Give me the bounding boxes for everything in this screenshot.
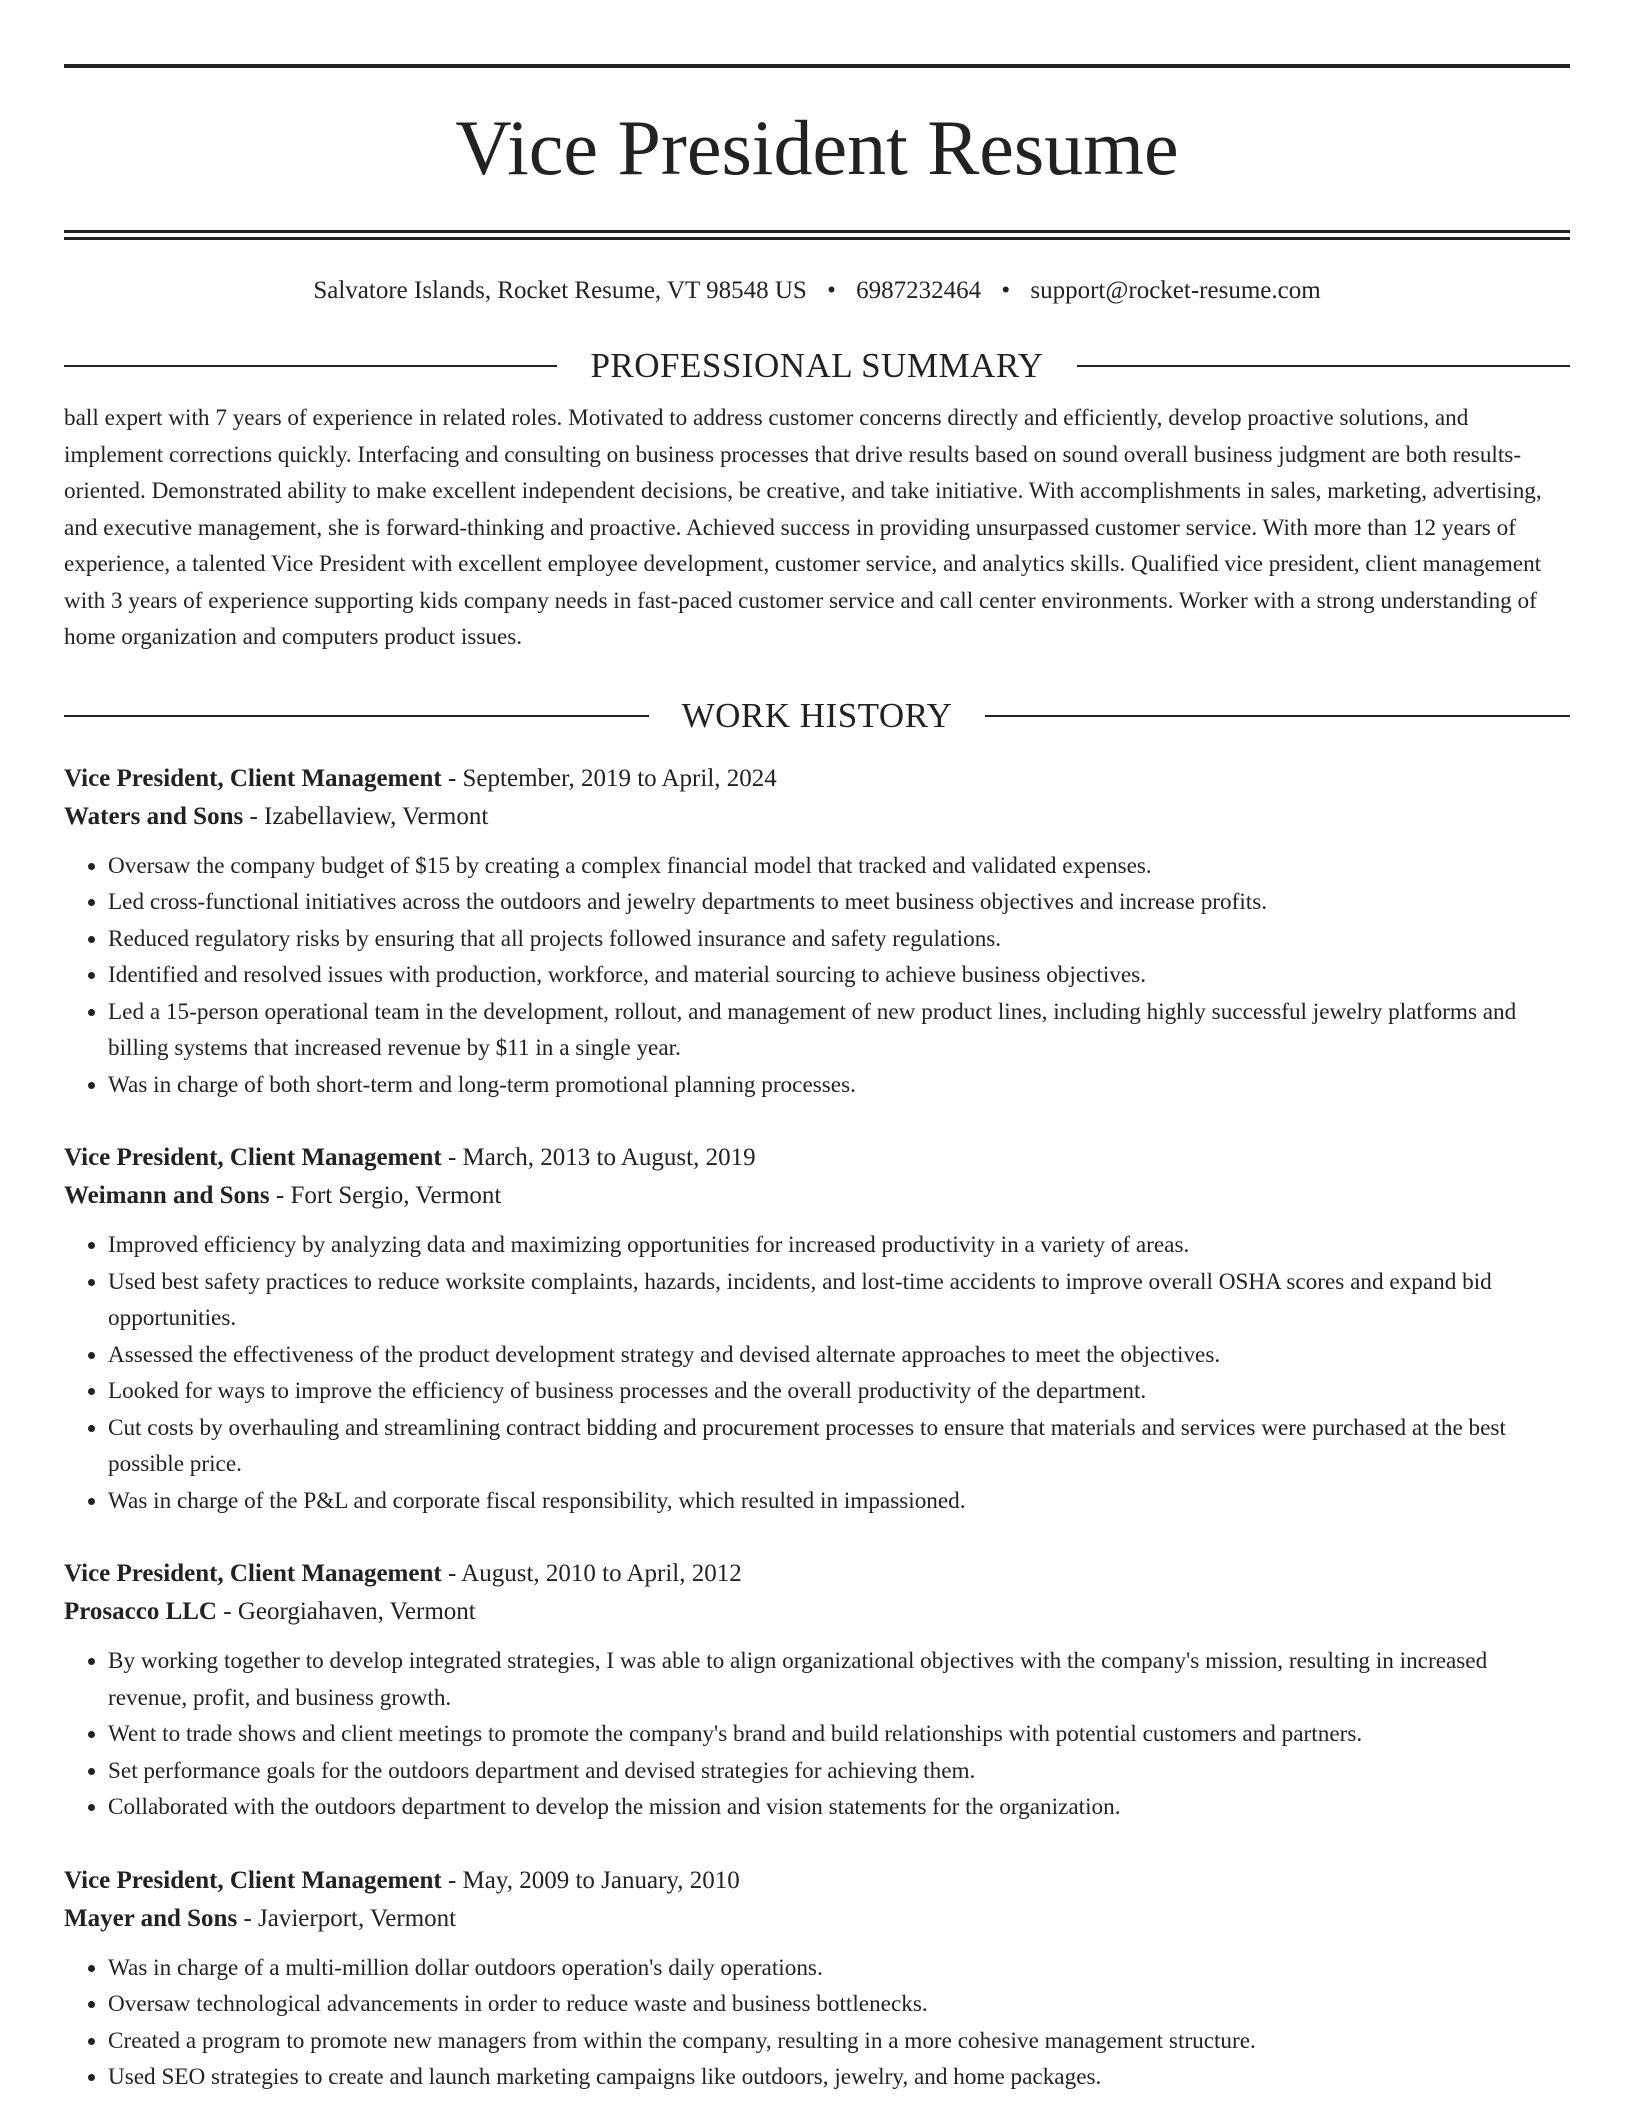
job-bullet: • Went to trade shows and client meetings to promote the company's brand and build relationships with potential customers and partners. <box>108 1716 1570 1753</box>
job-location: Fort Sergio, Vermont <box>290 1182 502 1209</box>
job-dash: - <box>249 802 258 830</box>
job-bullet: • Led a 15-person operational team in the development, rollout, and management of new product lines, including highly successful jewelry platforms and billing systems that increased revenue by $11 in a single year. <box>108 994 1570 1067</box>
summary-text: ball expert with 7 years of experience in related roles. Motivated to address customer concerns directly and efficiently, develop proactive solutions, and implement corrections quickly. Interfacing and consulting on business processes that drive results based on sound overall business judgment are both results-oriented. Demonstrated ability to make excellent independent decisions, be creative, and take initiative. With accomplishments in sales, marketing, advertising, and executive management, she is forward-thinking and proactive. Achieved success in providing unsurpassed customer service. With more than 12 years of experience, a talented Vice President with excellent employee development, customer service, and analytics skills. Qualified vice president, client management with 3 years of experience supporting kids company needs in fast-paced customer service and call center environments. Worker with a strong understanding of home organization and computers product issues. <box>64 405 1542 650</box>
job-location: Izabellaview, Vermont <box>264 802 489 830</box>
job-company: Waters and Sons <box>64 802 244 830</box>
job-bullet: • Oversaw technological advancements in order to reduce waste and business bottlenecks. <box>108 1986 1570 2023</box>
job-dates: May, 2009 to January, 2010 <box>462 1866 740 1894</box>
job-bullet: • Reduced regulatory risks by ensuring that all projects followed insurance and safety regulations. <box>108 921 1570 958</box>
contact-address: Salvatore Islands, Rocket Resume, VT 98548 US <box>313 277 807 304</box>
job-title-line <box>64 1555 1570 1593</box>
job-location: Javierport, Vermont <box>258 1904 457 1932</box>
job-bullet: • Used SEO strategies to create and launch marketing campaigns like outdoors, jewelry, and home packages. <box>108 2059 1570 2096</box>
job-bullet: • Created a program to promote new managers from within the company, resulting in a more cohesive management structure. <box>108 2023 1570 2060</box>
job-bullet: • Was in charge of the P&L and corporate fiscal responsibility, which resulted in impassioned. <box>108 1483 1570 1520</box>
job-title-line <box>64 1862 1570 1900</box>
title-double-rule <box>64 230 1570 240</box>
job-bullet: • Looked for ways to improve the efficiency of business processes and the overall productivity of the department. <box>108 1373 1570 1410</box>
job-list <box>64 760 1570 2096</box>
summary-heading-label: PROFESSIONAL SUMMARY <box>590 346 1044 385</box>
job-dates: August, 2010 to April, 2012 <box>461 1560 742 1587</box>
job-company-line <box>64 1900 1570 1938</box>
job-dates: September, 2019 to April, 2024 <box>462 764 777 792</box>
heading-rule-right <box>1077 365 1570 367</box>
job-bullet: • Oversaw the company budget of $15 by creating a complex financial model that tracked and validated expenses. <box>108 848 1570 885</box>
job-dash: - <box>223 1598 232 1625</box>
top-rule <box>64 64 1570 68</box>
job-bullet: • Cut costs by overhauling and streamlining contract bidding and procurement processes to ensure that materials and services were purchased at the best possible price. <box>108 1410 1570 1483</box>
work-history-heading-label: WORK HISTORY <box>681 695 953 735</box>
job-bullet-list <box>64 848 1570 1104</box>
job-bullet-list <box>64 1227 1570 1519</box>
job-bullet: • Used best safety practices to reduce worksite complaints, hazards, incidents, and lost-time accidents to improve overall OSHA scores and expand bid opportunities. <box>108 1264 1570 1337</box>
job-location: Georgiahaven, Vermont <box>237 1598 476 1625</box>
job-title: Vice President, Client Management <box>64 1560 442 1587</box>
job-entry <box>64 1862 1570 2096</box>
job-title: Vice President, Client Management <box>64 764 442 792</box>
job-title: Vice President, Client Management <box>64 1144 442 1171</box>
contact-separator: • <box>827 277 836 304</box>
job-dates: March, 2013 to August, 2019 <box>462 1144 756 1171</box>
job-dash: - <box>447 1866 457 1894</box>
job-bullet: • Collaborated with the outdoors department to develop the mission and vision statements for the organization. <box>108 1789 1570 1826</box>
job-company: Prosacco LLC <box>64 1598 217 1625</box>
summary-heading <box>64 346 1570 386</box>
job-dash: - <box>243 1904 252 1932</box>
job-dash: - <box>447 764 457 792</box>
job-bullet: • Was in charge of both short-term and long-term promotional planning processes. <box>108 1067 1570 1104</box>
heading-rule-right <box>985 715 1570 717</box>
job-company-line <box>64 1177 1570 1215</box>
job-entry <box>64 1555 1570 1826</box>
heading-rule-left <box>64 365 557 367</box>
job-entry <box>64 1139 1570 1519</box>
job-dash: - <box>447 1560 457 1587</box>
contact-phone: 6987232464 <box>856 277 982 304</box>
job-company-line <box>64 798 1570 836</box>
resume-title: Vice President Resume <box>455 104 1179 191</box>
job-title-line <box>64 1139 1570 1177</box>
job-bullet: • Improved efficiency by analyzing data and maximizing opportunities for increased productivity in a variety of areas. <box>108 1227 1570 1264</box>
contact-email: support@rocket-resume.com <box>1030 277 1321 304</box>
job-title: Vice President, Client Management <box>64 1866 442 1894</box>
job-bullet: • Set performance goals for the outdoors department and devised strategies for achieving them. <box>108 1753 1570 1790</box>
work-history-heading <box>64 696 1570 736</box>
job-bullet-list <box>64 1643 1570 1826</box>
job-bullet: • Identified and resolved issues with production, workforce, and material sourcing to achieve business objectives. <box>108 957 1570 994</box>
job-bullet: • By working together to develop integrated strategies, I was able to align organizational objectives with the company's mission, resulting in increased revenue, profit, and business growth. <box>108 1643 1570 1716</box>
resume-page <box>64 64 1570 2096</box>
job-company: Weimann and Sons <box>64 1182 270 1209</box>
contact-line <box>64 276 1570 306</box>
job-dash: - <box>447 1144 457 1171</box>
job-company-line <box>64 1593 1570 1631</box>
job-bullet-list <box>64 1950 1570 2096</box>
contact-separator: • <box>1001 277 1011 304</box>
job-bullet: • Was in charge of a multi-million dollar outdoors operation's daily operations. <box>108 1950 1570 1987</box>
heading-rule-left <box>64 715 649 717</box>
job-dash: - <box>275 1182 285 1209</box>
job-bullet: • Led cross-functional initiatives across the outdoors and jewelry departments to meet business objectives and increase profits. <box>108 884 1570 921</box>
job-title-line <box>64 760 1570 798</box>
job-bullet: • Assessed the effectiveness of the product development strategy and devised alternate approaches to meet the objectives. <box>108 1337 1570 1374</box>
job-company: Mayer and Sons <box>64 1904 238 1932</box>
job-entry <box>64 760 1570 1104</box>
